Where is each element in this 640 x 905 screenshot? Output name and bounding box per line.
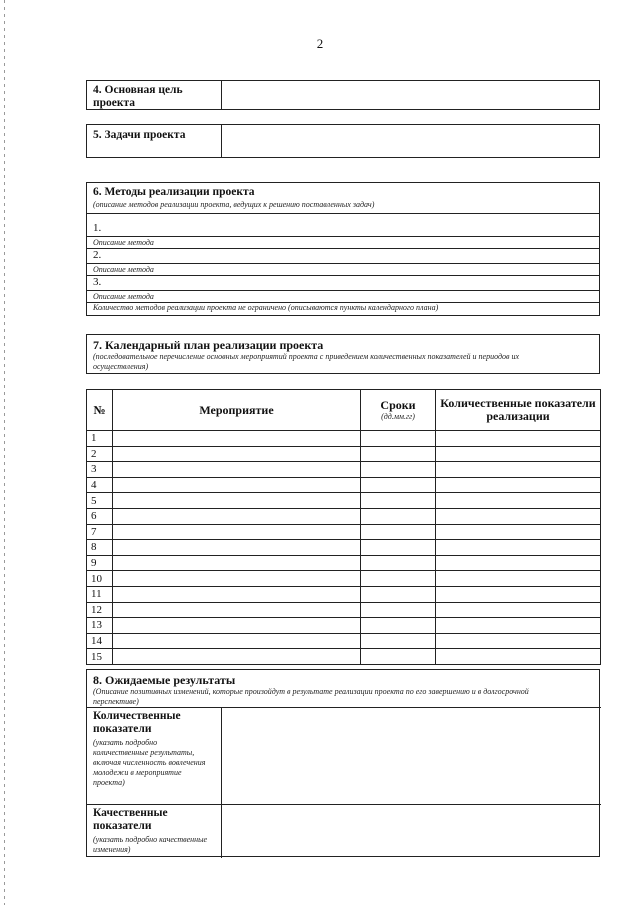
table-row bbox=[87, 477, 601, 493]
qualitative-indicators-hint: (указать подробно качественные изменения) bbox=[93, 835, 208, 854]
event-cell[interactable] bbox=[113, 555, 361, 571]
method-description-label: Описание метода bbox=[93, 292, 154, 301]
dates-cell[interactable] bbox=[361, 602, 436, 618]
section-methods bbox=[86, 182, 600, 316]
calendar-plan-title: 7. Календарный план реализации проекта bbox=[93, 338, 324, 352]
event-cell[interactable] bbox=[113, 618, 361, 634]
row-number: 3 bbox=[87, 462, 113, 478]
method-description-label: Описание метода bbox=[93, 265, 154, 274]
indicators-cell[interactable] bbox=[436, 462, 601, 478]
col-header-dates-hint: (дд.мм.гг) bbox=[381, 411, 415, 421]
table-row bbox=[87, 462, 601, 478]
table-row bbox=[87, 540, 601, 556]
expected-results-subtitle: (Описание позитивных изменений, которые произойдут в результате реализации проекта по его завершению и в долгосрочной перспективе) bbox=[93, 687, 529, 706]
dates-cell[interactable] bbox=[361, 649, 436, 665]
indicators-cell[interactable] bbox=[436, 508, 601, 524]
indicators-cell[interactable] bbox=[436, 540, 601, 556]
scan-margin-line bbox=[4, 0, 5, 905]
expected-results-title: 8. Ожидаемые результаты bbox=[93, 673, 236, 687]
methods-subtitle: (описание методов реализации проекта, ведущих к решению поставленных задач) bbox=[93, 200, 375, 209]
section-project-tasks bbox=[86, 124, 600, 158]
event-cell[interactable] bbox=[113, 649, 361, 665]
dates-cell[interactable] bbox=[361, 540, 436, 556]
section-calendar-plan bbox=[86, 334, 600, 374]
table-row bbox=[87, 571, 601, 587]
row-number: 10 bbox=[87, 571, 113, 587]
quantitative-indicators-hint: (указать подробно количественные результаты, включая численность вовлечения молодежи в мероприятие проекта) bbox=[93, 738, 206, 787]
section-main-goal bbox=[86, 80, 600, 110]
method-description-label: Описание метода bbox=[93, 238, 154, 247]
table-row bbox=[87, 602, 601, 618]
qualitative-indicators-field[interactable] bbox=[222, 805, 601, 858]
indicators-cell[interactable] bbox=[436, 586, 601, 602]
dates-cell[interactable] bbox=[361, 431, 436, 447]
indicators-cell[interactable] bbox=[436, 618, 601, 634]
table-header-row bbox=[87, 390, 601, 431]
indicators-cell[interactable] bbox=[436, 555, 601, 571]
indicators-cell[interactable] bbox=[436, 633, 601, 649]
event-cell[interactable] bbox=[113, 446, 361, 462]
event-cell[interactable] bbox=[113, 633, 361, 649]
event-cell[interactable] bbox=[113, 493, 361, 509]
table-row bbox=[87, 493, 601, 509]
table-row bbox=[87, 508, 601, 524]
row-number: 15 bbox=[87, 649, 113, 665]
indicators-cell[interactable] bbox=[436, 477, 601, 493]
indicators-cell[interactable] bbox=[436, 446, 601, 462]
event-cell[interactable] bbox=[113, 462, 361, 478]
dates-cell[interactable] bbox=[361, 446, 436, 462]
row-number: 9 bbox=[87, 555, 113, 571]
dates-cell[interactable] bbox=[361, 462, 436, 478]
row-number: 4 bbox=[87, 477, 113, 493]
calendar-plan-table bbox=[86, 389, 601, 665]
event-cell[interactable] bbox=[113, 602, 361, 618]
indicators-cell[interactable] bbox=[436, 493, 601, 509]
method-1-field[interactable] bbox=[87, 221, 599, 237]
dates-cell[interactable] bbox=[361, 586, 436, 602]
row-number: 6 bbox=[87, 508, 113, 524]
dates-cell[interactable] bbox=[361, 493, 436, 509]
main-goal-field[interactable] bbox=[222, 81, 599, 109]
row-number: 13 bbox=[87, 618, 113, 634]
row-number: 12 bbox=[87, 602, 113, 618]
qualitative-indicators-label: Качественные показатели bbox=[93, 807, 168, 832]
project-tasks-label: 5. Задачи проекта bbox=[93, 129, 186, 141]
table-row bbox=[87, 431, 601, 447]
table-row bbox=[87, 555, 601, 571]
row-number: 1 bbox=[87, 431, 113, 447]
method-2-field[interactable] bbox=[87, 248, 599, 264]
dates-cell[interactable] bbox=[361, 618, 436, 634]
quantitative-indicators-label: Количественные показатели bbox=[93, 710, 181, 735]
table-row bbox=[87, 618, 601, 634]
dates-cell[interactable] bbox=[361, 633, 436, 649]
row-number: 14 bbox=[87, 633, 113, 649]
main-goal-label: 4. Основная цель проекта bbox=[93, 84, 183, 109]
col-header-number: № bbox=[87, 390, 113, 431]
event-cell[interactable] bbox=[113, 431, 361, 447]
dates-cell[interactable] bbox=[361, 555, 436, 571]
table-row bbox=[87, 649, 601, 665]
page-number: 2 bbox=[316, 36, 324, 51]
table-row bbox=[87, 524, 601, 540]
methods-note: Количество методов реализации проекта не ограничено (описываются пункты календарного плана) bbox=[93, 303, 439, 312]
row-number: 2 bbox=[87, 446, 113, 462]
event-cell[interactable] bbox=[113, 571, 361, 587]
dates-cell[interactable] bbox=[361, 477, 436, 493]
indicators-cell[interactable] bbox=[436, 571, 601, 587]
col-header-event: Мероприятие bbox=[113, 390, 361, 431]
event-cell[interactable] bbox=[113, 524, 361, 540]
table-row bbox=[87, 586, 601, 602]
method-number: 3. bbox=[93, 276, 102, 288]
dates-cell[interactable] bbox=[361, 508, 436, 524]
table-row bbox=[87, 633, 601, 649]
method-number: 1. bbox=[93, 222, 102, 234]
method-number: 2. bbox=[93, 249, 102, 261]
event-cell[interactable] bbox=[113, 540, 361, 556]
methods-title: 6. Методы реализации проекта bbox=[93, 186, 255, 198]
event-cell[interactable] bbox=[113, 586, 361, 602]
col-header-indicators: Количественные показатели реализации bbox=[436, 390, 601, 431]
table-row bbox=[87, 446, 601, 462]
project-tasks-field[interactable] bbox=[222, 125, 599, 157]
indicators-cell[interactable] bbox=[436, 524, 601, 540]
row-number: 5 bbox=[87, 493, 113, 509]
event-cell[interactable] bbox=[113, 477, 361, 493]
section-expected-results bbox=[86, 669, 600, 857]
calendar-plan-subtitle: (последовательное перечисление основных мероприятий проекта с приведением количественных показателей и периодов их осуществления) bbox=[93, 352, 520, 371]
dates-cell[interactable] bbox=[361, 571, 436, 587]
col-header-dates bbox=[361, 390, 436, 431]
row-number: 7 bbox=[87, 524, 113, 540]
indicators-cell[interactable] bbox=[436, 649, 601, 665]
col-header-dates-label: Сроки bbox=[380, 397, 416, 412]
indicators-cell[interactable] bbox=[436, 431, 601, 447]
row-number: 11 bbox=[87, 586, 113, 602]
dates-cell[interactable] bbox=[361, 524, 436, 540]
method-3-field[interactable] bbox=[87, 275, 599, 291]
row-number: 8 bbox=[87, 540, 113, 556]
event-cell[interactable] bbox=[113, 508, 361, 524]
indicators-cell[interactable] bbox=[436, 602, 601, 618]
quantitative-indicators-field[interactable] bbox=[222, 708, 601, 805]
